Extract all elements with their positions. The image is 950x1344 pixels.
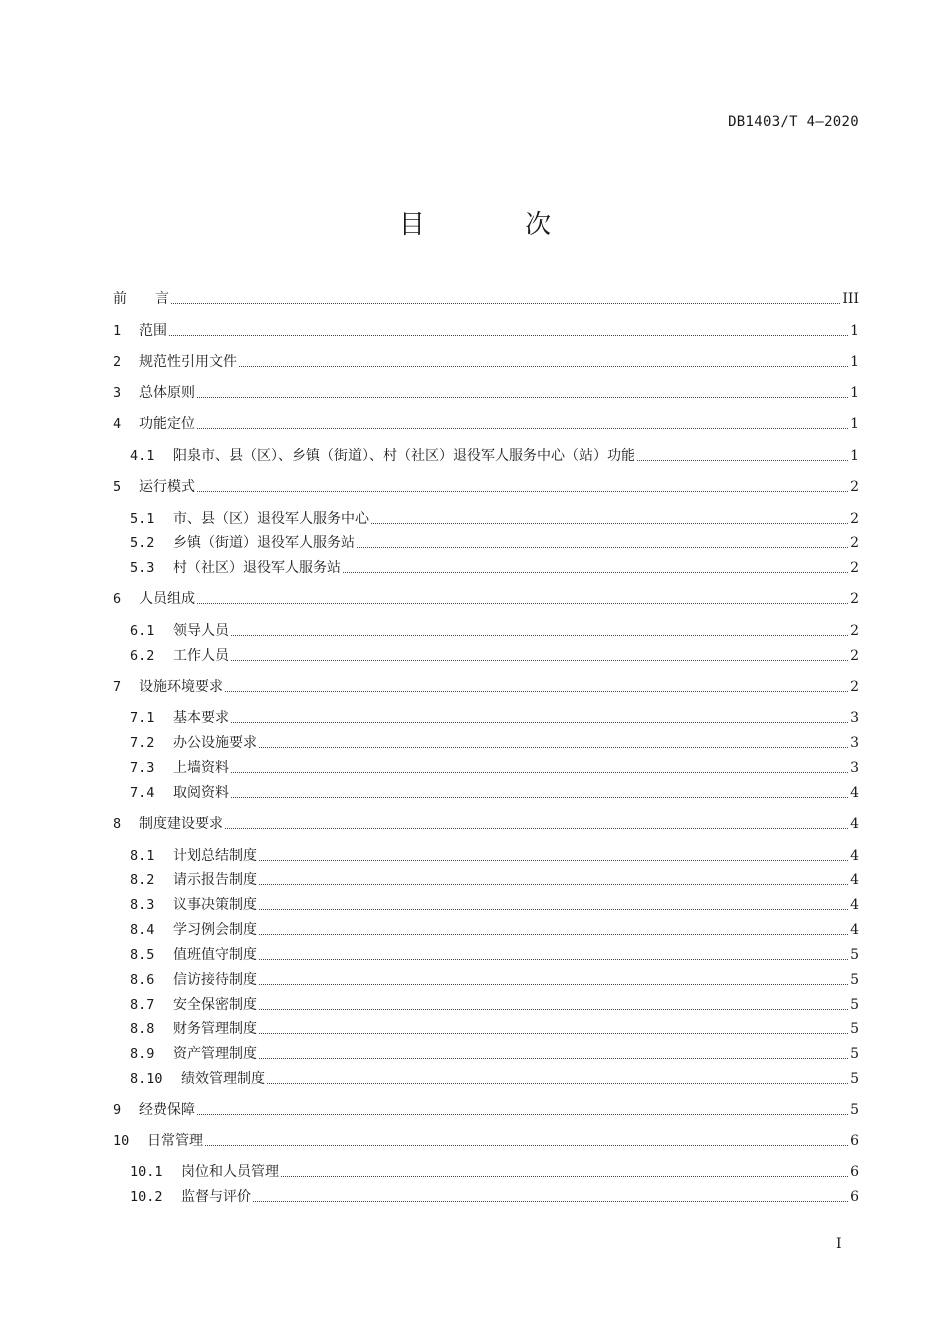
toc-entry-page: 5 [850,947,859,963]
toc-entry-number: 5.2 [130,535,155,551]
toc-entry-number: 8.2 [130,872,155,888]
toc-leader-dots [169,334,848,336]
toc-entry[interactable] [130,967,859,989]
toc-entry-page: 6 [850,1164,859,1180]
toc-entry-page: 5 [850,997,859,1013]
toc-entry-page: 4 [850,848,859,864]
toc-entry-number: 3 [113,385,122,401]
toc-entry[interactable] [130,1159,859,1181]
toc-leader-dots [259,746,848,748]
toc-entry-title: 日常管理 [147,1133,203,1149]
toc-entry-title: 经费保障 [139,1102,195,1118]
toc-entry-page: 5 [850,1071,859,1087]
toc-entry[interactable] [130,1184,859,1206]
toc-leader-dots [259,1057,848,1059]
toc-entry-title: 范围 [139,323,167,339]
toc-entry-title: 取阅资料 [173,785,229,801]
toc-entry[interactable] [130,443,859,465]
toc-leader-dots [225,690,848,692]
toc-entry-page: 1 [850,385,859,401]
toc-entry[interactable] [113,674,859,696]
toc-leader-dots [259,908,848,910]
toc-entry[interactable] [130,643,859,665]
toc-entry[interactable] [130,755,859,777]
toc-entry-number: 6.1 [130,623,155,639]
toc-entry-page: 5 [850,1021,859,1037]
toc-entry-title: 市、县（区）退役军人服务中心 [173,511,369,527]
toc-entry-title: 资产管理制度 [173,1046,257,1062]
toc-entry-title: 人员组成 [139,591,195,607]
toc-entry-number: 8.4 [130,922,155,938]
toc-leader-dots [231,721,848,723]
toc-entry-number: 5.1 [130,511,155,527]
toc-entry-page: 6 [850,1189,859,1205]
toc-entry-page: 5 [850,1102,859,1118]
toc-entry-title: 功能定位 [139,416,195,432]
toc-leader-dots [267,1082,848,1084]
toc-entry-title: 财务管理制度 [173,1021,257,1037]
page-number: I [836,1236,842,1252]
toc-entry-title: 计划总结制度 [173,848,257,864]
toc-entry-page: 3 [850,760,859,776]
toc-entry-title: 议事决策制度 [173,897,257,913]
toc-entry[interactable] [130,917,859,939]
toc-entry-title: 总体原则 [139,385,195,401]
toc-entry-page: 5 [850,1046,859,1062]
toc-entry-number: 4 [113,416,122,432]
toc-title: 目 次 [398,210,598,240]
toc-leader-dots [259,1032,848,1034]
toc-entry-page: 4 [850,872,859,888]
toc-entry[interactable] [130,618,859,640]
toc-entry-number: 10.1 [130,1164,163,1180]
toc-entry-title: 运行模式 [139,479,195,495]
toc-entry-number: 8.10 [130,1071,163,1087]
toc-entry-page: 3 [850,710,859,726]
toc-leader-dots [259,859,848,861]
toc-leader-dots [259,1008,848,1010]
toc-leader-dots [197,490,848,492]
toc-entry-page: 4 [850,816,859,832]
toc-entry[interactable] [113,1097,859,1119]
toc-entry-number: 7.1 [130,710,155,726]
toc-entry-title: 学习例会制度 [173,922,257,938]
toc-entry[interactable] [113,1128,859,1150]
toc-entry-page: 6 [850,1133,859,1149]
toc-entry-page: 2 [850,560,859,576]
toc-entry-page: 2 [850,511,859,527]
toc-entry-title: 制度建设要求 [139,816,223,832]
toc-entry-title: 领导人员 [173,623,229,639]
toc-entry-number: 8.1 [130,848,155,864]
toc-leader-dots [259,958,848,960]
toc-entry-title: 办公设施要求 [173,735,257,751]
toc-entry-page: 5 [850,972,859,988]
toc-leader-dots [637,459,848,461]
toc-entry-number: 7.3 [130,760,155,776]
toc-entry[interactable] [130,705,859,727]
toc-entry-number: 8.9 [130,1046,155,1062]
toc-leader-dots [231,659,848,661]
toc-entry-number: 6.2 [130,648,155,664]
toc-entry[interactable] [130,1066,859,1088]
toc-entry-page: 3 [850,735,859,751]
toc-leader-dots [197,427,848,429]
toc-entry[interactable] [130,1041,859,1063]
toc-leader-dots [225,827,848,829]
toc-leader-dots [231,771,848,773]
toc-entry-number: 9 [113,1102,122,1118]
toc-entry[interactable] [130,780,859,802]
toc-entry[interactable] [130,1016,859,1038]
toc-entry-number: 8.3 [130,897,155,913]
toc-entry[interactable] [130,942,859,964]
toc-entry-page: 2 [850,623,859,639]
toc-entry[interactable] [113,318,859,340]
toc-leader-dots [205,1144,848,1146]
toc-leader-dots [231,796,848,798]
toc-entry-title: 村（社区）退役军人服务站 [173,560,341,576]
toc-entry-number: 5.3 [130,560,155,576]
toc-entry-title: 前 言 [113,291,169,307]
toc-entry[interactable] [113,349,859,371]
toc-entry-number: 5 [113,479,122,495]
toc-entry[interactable] [113,286,859,308]
toc-leader-dots [343,571,848,573]
toc-leader-dots [259,883,848,885]
toc-entry-title: 上墙资料 [173,760,229,776]
toc-entry-page: 1 [850,416,859,432]
toc-entry-title: 设施环境要求 [139,679,223,695]
toc-entry-page: III [842,291,859,307]
toc-entry-number: 6 [113,591,122,607]
toc-entry-number: 2 [113,354,122,370]
toc-entry-title: 岗位和人员管理 [181,1164,279,1180]
toc-entry[interactable] [113,474,859,496]
toc-entry-number: 1 [113,323,122,339]
toc-entry-number: 8.7 [130,997,155,1013]
toc-leader-dots [231,634,848,636]
toc-entry-title: 值班值守制度 [173,947,257,963]
toc-entry-page: 4 [850,785,859,801]
toc-entry[interactable] [130,555,859,577]
toc-entry[interactable] [130,992,859,1014]
toc-entry-page: 2 [850,679,859,695]
toc-entry-page: 2 [850,479,859,495]
toc-leader-dots [357,546,848,548]
toc-entry-page: 1 [850,354,859,370]
toc-leader-dots [259,983,848,985]
toc-entry-number: 10 [113,1133,130,1149]
toc-entry-number: 10.2 [130,1189,163,1205]
toc-leader-dots [281,1175,848,1177]
toc-entry-page: 1 [850,448,859,464]
toc-leader-dots [197,396,848,398]
toc-leader-dots [253,1200,848,1202]
toc-entry-number: 7.4 [130,785,155,801]
toc-entry-number: 7 [113,679,122,695]
toc-entry-title: 基本要求 [173,710,229,726]
toc-entry[interactable] [113,380,859,402]
toc-entry-number: 4.1 [130,448,155,464]
toc-entry[interactable] [113,586,859,608]
toc-entry-number: 8.6 [130,972,155,988]
toc-entry-page: 4 [850,922,859,938]
toc-leader-dots [371,522,848,524]
toc-entry-title: 请示报告制度 [173,872,257,888]
toc-entry-title: 乡镇（街道）退役军人服务站 [173,535,355,551]
toc-leader-dots [239,365,848,367]
toc-entry-title: 规范性引用文件 [139,354,237,370]
toc-entry[interactable] [113,811,859,833]
standard-code: DB1403/T 4—2020 [728,114,859,130]
toc-entry[interactable] [130,530,859,552]
toc-entry[interactable] [130,506,859,528]
toc-leader-dots [197,1113,848,1115]
toc-entry-title: 安全保密制度 [173,997,257,1013]
toc-entry-number: 8 [113,816,122,832]
toc-entry-number: 7.2 [130,735,155,751]
toc-entry-title: 阳泉市、县（区）、乡镇（街道）、村（社区）退役军人服务中心（站）功能 [173,448,635,464]
toc-entry-number: 8.8 [130,1021,155,1037]
toc-entry-page: 2 [850,648,859,664]
toc-entry-page: 2 [850,591,859,607]
toc-entry[interactable] [130,867,859,889]
toc-entry[interactable] [130,730,859,752]
toc-leader-dots [259,933,848,935]
toc-entry[interactable] [113,411,859,433]
toc-entry-page: 4 [850,897,859,913]
toc-entry-page: 2 [850,535,859,551]
toc-leader-dots [197,602,848,604]
toc-entry-title: 信访接待制度 [173,972,257,988]
toc-entry-page: 1 [850,323,859,339]
toc-entry-number: 8.5 [130,947,155,963]
toc-entry[interactable] [130,843,859,865]
toc-entry-title: 工作人员 [173,648,229,664]
toc-entry-title: 绩效管理制度 [181,1071,265,1087]
toc-entry[interactable] [130,892,859,914]
toc-leader-dots [171,302,840,304]
toc-entry-title: 监督与评价 [181,1189,251,1205]
